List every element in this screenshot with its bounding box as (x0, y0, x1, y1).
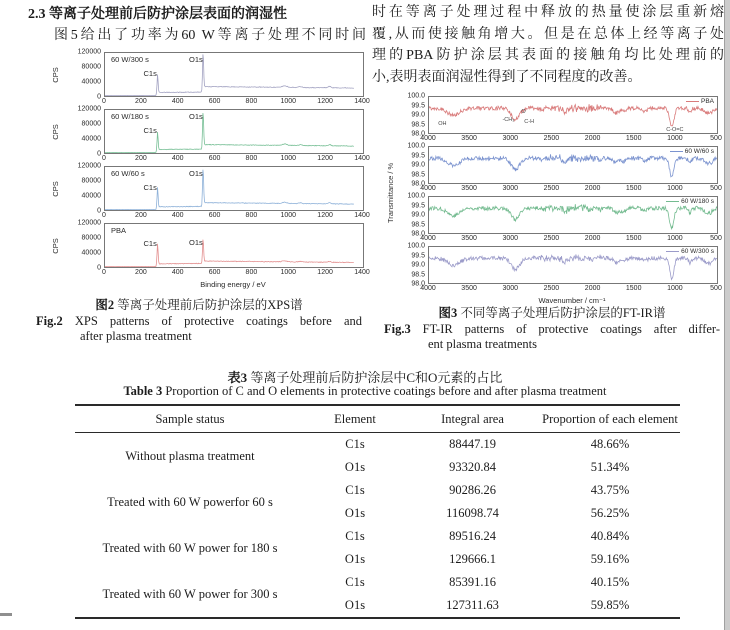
plot-column (420, 246, 722, 294)
integral-area-cell: 129666.1 (449, 552, 496, 566)
y-axis-tick: 40000 (81, 192, 101, 200)
y-axis-gutter (50, 219, 104, 272)
table-row (75, 525, 680, 548)
peak-annotation: OH (438, 120, 447, 127)
legend (666, 248, 714, 255)
plot-area (428, 146, 718, 184)
x-axis-tick: 1400 (354, 155, 370, 162)
sample-status-cell: Treated with 60 W power for 300 s (102, 586, 278, 601)
y-axis-tick: 40000 (81, 249, 101, 257)
y-axis-tick: 99.5 (411, 152, 425, 159)
y-axis-gutter (398, 242, 428, 288)
y-axis-tick: 100.0 (407, 192, 425, 200)
peak-annotation: C-H (524, 118, 535, 125)
chart-panel (398, 142, 724, 194)
peak-label: C1s (143, 69, 157, 79)
x-axis-ticks (102, 154, 370, 164)
plot-column (102, 166, 370, 221)
element-cell: C1s (345, 437, 365, 451)
x-axis-tick: 2000 (584, 185, 601, 192)
x-axis-tick: 3000 (502, 285, 519, 292)
section-heading: 2.3 等离子处理前后防护涂层表面的润湿性 (28, 7, 287, 22)
y-axis-tick: 40000 (81, 78, 101, 86)
legend-line (666, 251, 679, 252)
y-axis-label: Transmittance / % (386, 162, 395, 223)
y-axis-tick: 99.0 (411, 111, 425, 119)
x-axis-tick: 800 (245, 98, 258, 105)
integral-area-cell: 85391.16 (449, 575, 496, 589)
y-axis-tick: 0 (97, 93, 101, 101)
x-axis-tick: 3000 (502, 135, 519, 142)
x-axis-tick: 1000 (280, 269, 297, 276)
plot-column (102, 109, 370, 164)
fig3-caption (384, 306, 720, 353)
sample-status-cell: Treated with 60 W power for 180 s (102, 540, 278, 555)
y-axis-tick: 80000 (81, 120, 101, 128)
legend-line (686, 101, 699, 102)
y-axis-tick: 98.0 (411, 230, 425, 238)
x-axis-tick: 400 (171, 269, 184, 276)
element-cell: C1s (345, 575, 365, 589)
chart-panel (398, 192, 724, 244)
x-axis-tick: 4000 (420, 235, 436, 242)
y-axis-tick: 98.5 (411, 171, 425, 178)
peak-annotation: -CH₃ (502, 117, 515, 124)
y-axis-label: CPS (51, 180, 61, 197)
proportion-cell: 56.25% (590, 506, 630, 520)
fig2-caption-en: Fig.2 XPS patterns of protective coatings before and (36, 313, 362, 328)
proportion-cell: 40.15% (590, 575, 630, 589)
legend-label: 60 W/300 s (681, 248, 714, 255)
x-axis-label: Wavenumber / cm⁻¹ (538, 296, 606, 305)
fig2-xps-chart (50, 48, 370, 289)
y-axis-tick: 99.0 (411, 161, 425, 169)
fig3-caption-en2: ent plasma treatments (428, 337, 537, 351)
page-edge-shadow (724, 0, 730, 630)
x-axis-tick: 1000 (667, 235, 683, 242)
x-axis-tick: 3000 (502, 185, 519, 192)
fig3-ftir-chart (386, 92, 724, 305)
peak-label: O1s (189, 112, 203, 122)
x-axis-tick: 500 (710, 185, 722, 192)
x-axis-tick: 1000 (667, 285, 683, 292)
y-axis-tick: 0 (97, 207, 101, 215)
x-axis-tick: 3000 (502, 235, 519, 242)
x-axis-tick: 0 (102, 155, 106, 162)
y-axis-tick: 40000 (81, 135, 101, 143)
chart-panel (398, 242, 724, 294)
y-axis-tick: 100.0 (407, 92, 425, 100)
x-axis-ticks (420, 284, 722, 294)
plot-area (104, 52, 364, 97)
x-axis-tick: 3500 (461, 185, 477, 192)
body-paragraph (372, 2, 724, 88)
y-axis-gutter (398, 192, 428, 238)
x-axis-tick: 2500 (543, 285, 560, 292)
y-axis-tick: 120000 (77, 219, 101, 227)
y-axis-label: CPS (51, 66, 61, 83)
y-axis-tick: 100.0 (407, 142, 425, 150)
fig2-caption-en2: after plasma treatment (80, 329, 192, 343)
y-axis-gutter (398, 92, 428, 138)
x-axis-tick: 3500 (461, 135, 477, 142)
y-axis-tick: 99.0 (411, 261, 425, 269)
element-cell: O1s (344, 460, 366, 474)
x-axis-tick: 1400 (354, 98, 370, 105)
y-axis-tick: 99.5 (411, 252, 425, 259)
body-text-line: 小,表明表面润湿性得到了不同程度的改善。 (372, 69, 642, 85)
peak-annotation: C-O=C (666, 127, 684, 134)
x-axis-tick: 600 (208, 155, 221, 162)
x-axis-tick: 4000 (420, 285, 436, 292)
x-axis-label: Binding energy / eV (200, 280, 266, 289)
integral-area-cell: 127311.63 (446, 598, 499, 612)
col-header-proportion: Proportion of each element (540, 405, 680, 433)
x-axis-tick: 600 (208, 98, 221, 105)
col-header-element: Element (305, 405, 405, 433)
x-axis-tick: 0 (102, 269, 106, 276)
x-axis-tick: 200 (135, 269, 147, 276)
panel-label: 60 W/300 s (111, 55, 149, 64)
chart-panel (50, 162, 370, 221)
x-axis-ticks (102, 97, 370, 107)
plot-column (102, 223, 370, 278)
proportion-cell: 59.85% (590, 598, 630, 612)
x-axis-tick: 2000 (584, 135, 601, 142)
y-axis-tick: 80000 (81, 177, 101, 185)
x-axis-tick: 1200 (317, 98, 333, 105)
y-axis-gutter (50, 105, 104, 158)
legend-line (670, 151, 683, 152)
y-axis-tick: 120000 (77, 162, 101, 170)
integral-area-cell: 88447.19 (449, 437, 496, 451)
body-text-line: 理的PBA防护涂层其表面的接触角均比处理前的 (372, 48, 724, 63)
element-cell: O1s (344, 552, 366, 566)
peak-label: O1s (189, 169, 203, 179)
y-axis-tick: 99.0 (411, 211, 425, 219)
x-axis-tick: 1000 (667, 135, 683, 142)
integral-area-cell: 93320.84 (449, 460, 496, 474)
integral-area-cell: 116098.74 (446, 506, 499, 520)
fig2-caption-zh: 图2 等离子处理前后防护涂层的XPS谱 (95, 298, 303, 312)
plot-area (428, 196, 718, 234)
legend (670, 148, 714, 155)
y-axis-tick: 120000 (77, 48, 101, 56)
plot-area (428, 96, 718, 134)
y-axis-tick: 99.5 (411, 102, 425, 109)
x-axis-tick: 4000 (420, 135, 436, 142)
legend (686, 98, 714, 105)
proportion-cell: 43.75% (590, 483, 630, 497)
x-axis-tick: 600 (208, 212, 221, 219)
x-axis-tick: 1200 (317, 155, 333, 162)
peak-label: C1s (143, 126, 157, 136)
x-axis-tick: 1000 (280, 98, 297, 105)
y-axis-tick: 120000 (77, 105, 101, 113)
y-axis-tick: 0 (97, 150, 101, 158)
x-axis-tick: 400 (171, 212, 184, 219)
x-axis-tick: 0 (102, 212, 106, 219)
plot-column (102, 52, 370, 107)
col-header-sample-status: Sample status (75, 405, 305, 433)
sample-status-cell: Treated with 60 W powerfor 60 s (107, 494, 273, 509)
x-axis-tick: 1000 (667, 185, 683, 192)
plot-column (420, 146, 722, 194)
element-cell: C1s (345, 483, 365, 497)
peak-annotation: O (521, 109, 526, 116)
peak-label: C1s (143, 183, 157, 193)
proportion-cell: 51.34% (590, 460, 630, 474)
y-axis-tick: 99.5 (411, 202, 425, 209)
plot-area (104, 109, 364, 154)
legend-line (666, 201, 679, 202)
x-axis-tick: 0 (102, 98, 106, 105)
x-axis-ticks (102, 211, 370, 221)
x-axis-tick: 1500 (625, 235, 642, 242)
peak-label: C1s (143, 239, 157, 249)
x-axis-tick: 500 (710, 235, 722, 242)
x-axis-tick: 1500 (625, 135, 642, 142)
y-axis-tick: 80000 (81, 63, 101, 71)
body-text-line: 覆,从而使接触角增大。但是在总体上经等离子处 (372, 26, 724, 42)
x-axis-tick: 1500 (625, 285, 642, 292)
x-axis-ticks (420, 234, 722, 244)
x-axis-tick: 2500 (543, 185, 560, 192)
body-text-line: 图5给出了功率为60 W等离子处理不同时间 (54, 28, 366, 43)
integral-area-cell: 90286.26 (449, 483, 496, 497)
x-axis-tick: 2500 (543, 135, 560, 142)
x-axis-tick: 1400 (354, 212, 370, 219)
y-axis-gutter (50, 48, 104, 101)
panel-label: 60 W/60 s (111, 169, 145, 178)
chart-panel (50, 105, 370, 164)
x-axis-tick: 400 (171, 155, 184, 162)
chart-panel (50, 48, 370, 107)
proportion-cell: 40.84% (590, 529, 630, 543)
legend-label: 60 W/180 s (681, 198, 714, 205)
fig3-caption-en: Fig.3 FT-IR patterns of protective coatings after differ- (384, 321, 720, 336)
plot-area (104, 166, 364, 211)
x-axis-tick: 200 (135, 155, 147, 162)
y-axis-tick: 98.5 (411, 221, 425, 228)
x-axis-tick: 1000 (280, 155, 297, 162)
scan-artifact-mark (0, 613, 12, 616)
table3-title-zh: 表3 等离子处理前后防护涂层中C和O元素的占比 (227, 370, 503, 385)
y-axis-gutter (398, 142, 428, 188)
x-axis-tick: 1000 (280, 212, 297, 219)
x-axis-tick: 3500 (461, 285, 477, 292)
x-axis-ticks (420, 184, 722, 194)
y-axis-tick: 98.0 (411, 180, 425, 188)
y-axis-tick: 0 (97, 264, 101, 272)
y-axis-tick: 98.0 (411, 130, 425, 138)
peak-label: O1s (189, 55, 203, 65)
x-axis-tick: 200 (135, 98, 147, 105)
x-axis-tick: 4000 (420, 185, 436, 192)
proportion-cell: 59.16% (590, 552, 630, 566)
x-axis-tick: 2000 (584, 235, 601, 242)
table-row (75, 571, 680, 594)
x-axis-tick: 800 (245, 212, 258, 219)
panel-label: PBA (111, 226, 127, 235)
x-axis-ticks (102, 268, 370, 278)
sample-status-cell: Without plasma treatment (125, 448, 255, 463)
y-axis-label: CPS (51, 123, 61, 140)
table3 (75, 404, 680, 619)
element-cell: O1s (344, 598, 366, 612)
x-axis-ticks (420, 134, 722, 144)
x-axis-tick: 500 (710, 285, 722, 292)
plot-column (420, 196, 722, 244)
y-axis-tick: 98.5 (411, 121, 425, 128)
x-axis-tick: 400 (171, 98, 184, 105)
x-axis-tick: 2500 (543, 235, 560, 242)
y-axis-tick: 100.0 (407, 242, 425, 250)
table-header-row (75, 405, 680, 433)
plot-column (420, 96, 722, 144)
y-axis-gutter (50, 162, 104, 215)
proportion-cell: 48.66% (590, 437, 630, 451)
x-axis-tick: 1200 (317, 212, 333, 219)
legend-label: PBA (700, 98, 714, 105)
x-axis-tick: 3500 (461, 235, 477, 242)
x-axis-tick: 500 (710, 135, 722, 142)
fig3-caption-zh: 图3 不同等离子处理后防护涂层的FT-IR谱 (438, 306, 666, 320)
plot-area (428, 246, 718, 284)
x-axis-tick: 1200 (317, 269, 333, 276)
table-row (75, 479, 680, 502)
x-axis-tick: 800 (245, 269, 258, 276)
fig2-caption (36, 298, 362, 345)
panel-label: 60 W/180 s (111, 112, 149, 121)
x-axis-tick: 1400 (354, 269, 370, 276)
element-cell: C1s (345, 529, 365, 543)
y-axis-tick: 98.0 (411, 280, 425, 288)
x-axis-tick: 600 (208, 269, 221, 276)
x-axis-tick: 200 (135, 212, 147, 219)
x-axis-tick: 2000 (584, 285, 601, 292)
x-axis-tick: 1500 (625, 185, 642, 192)
peak-label: O1s (189, 238, 203, 248)
element-cell: O1s (344, 506, 366, 520)
integral-area-cell: 89516.24 (449, 529, 496, 543)
chart-panel (398, 92, 724, 144)
col-header-integral-area: Integral area (405, 405, 540, 433)
y-axis-tick: 98.5 (411, 271, 425, 278)
body-text-line: 时在等离子处理过程中释放的热量使涂层重新熔 (372, 5, 724, 20)
plot-area (104, 223, 364, 268)
table-row (75, 433, 680, 457)
y-axis-label: CPS (51, 237, 61, 254)
table3-title-en: Table 3 Proportion of C and O elements in protective coatings before and after plasma treatment (123, 384, 607, 398)
legend (666, 198, 714, 205)
y-axis-tick: 80000 (81, 234, 101, 242)
legend-label: 60 W/60 s (684, 148, 714, 155)
x-axis-tick: 800 (245, 155, 258, 162)
chart-panel (50, 219, 370, 278)
